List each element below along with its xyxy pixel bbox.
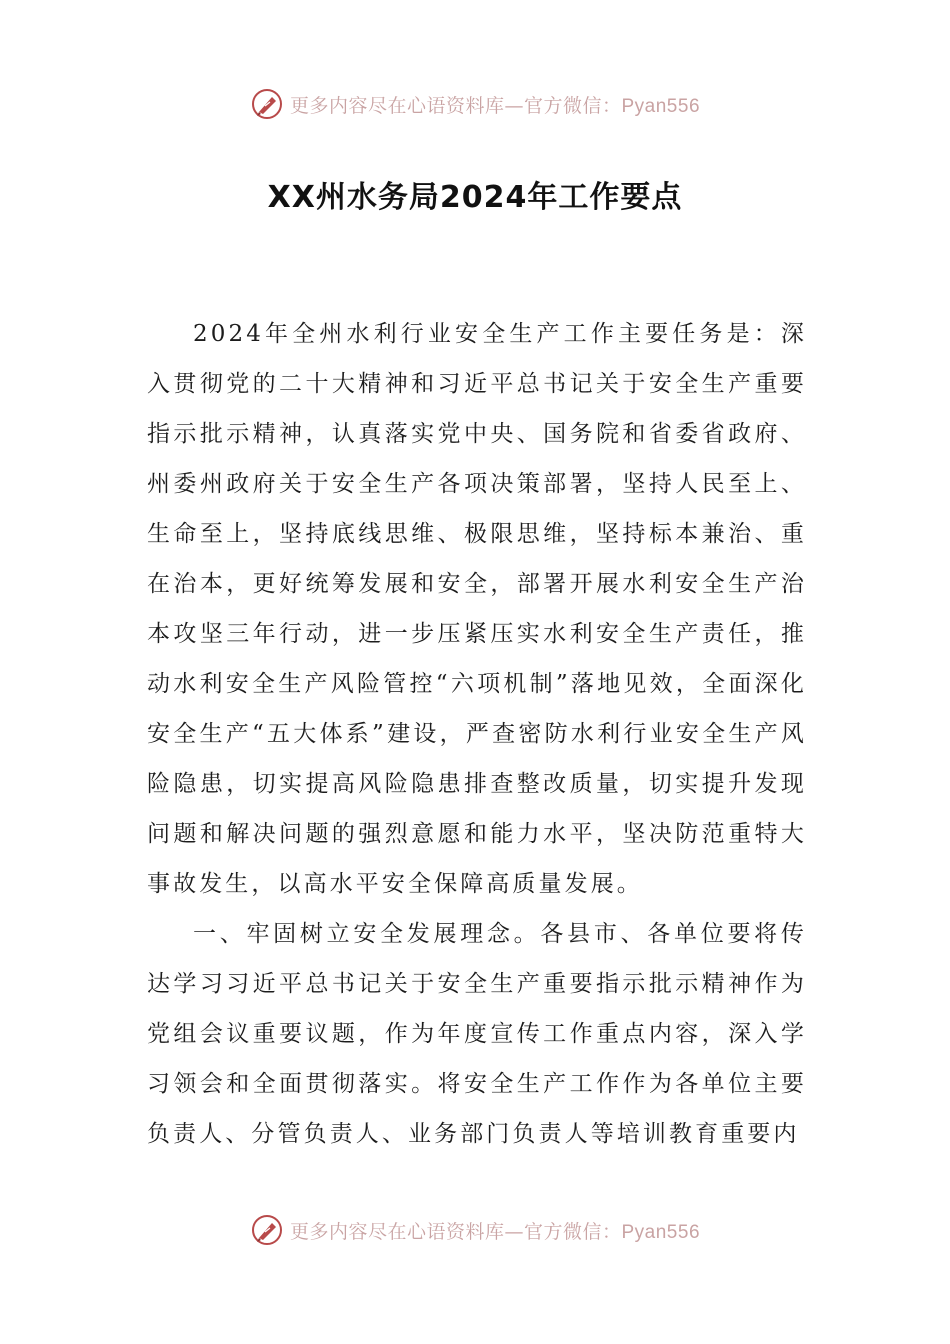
document-title: XX州水务局2024年工作要点 xyxy=(267,180,683,215)
paragraph-section-one: 一、牢固树立安全发展理念。各县市、各单位要将传达学习习近平总书记关于安全生产重要指示批示精神作为党组会议重要议题，作为年度宣传工作重点内容，深入学习领会和全面贯彻落实。将安全生产工作作为各单位主要负责人、分管负责人、业务部门负责人等培训教育重要内 xyxy=(147,921,807,1147)
pen-nib-logo-icon xyxy=(250,1213,284,1247)
wechat-id: Pyan556 xyxy=(621,95,701,117)
document-body xyxy=(147,309,807,1159)
wechat-id: Pyan556 xyxy=(621,1221,701,1243)
watermark-text: 更多内容尽在心语资料库—官方微信：Pyan556 xyxy=(289,1220,701,1243)
footer-watermark xyxy=(0,1210,950,1250)
paragraph-intro: 2024年全州水利行业安全生产工作主要任务是：深入贯彻党的二十大精神和习近平总书记关于安全生产重要指示批示精神，认真落实党中央、国务院和省委省政府、州委州政府关于安全生产各项决策部署，坚持人民至上、生命至上，坚持底线思维、极限思维，坚持标本兼治、重在治本，更好统筹发展和安全，部署开展水利安全生产治本攻坚三年行动，进一步压紧压实水利安全生产责任，推动水利安全生产风险管控“六项机制”落地见效，全面深化安全生产“五大体系”建设，严查密防水利行业安全生产风险隐患，切实提高风险隐患排查整改质量，切实提升发现问题和解决问题的强烈意愿和能力水平，坚决防范重特大事故发生，以高水平安全保障高质量发展。 xyxy=(147,321,807,897)
pen-nib-logo-icon xyxy=(250,87,284,121)
watermark-text: 更多内容尽在心语资料库—官方微信：Pyan556 xyxy=(289,94,701,117)
header-watermark xyxy=(0,84,950,124)
